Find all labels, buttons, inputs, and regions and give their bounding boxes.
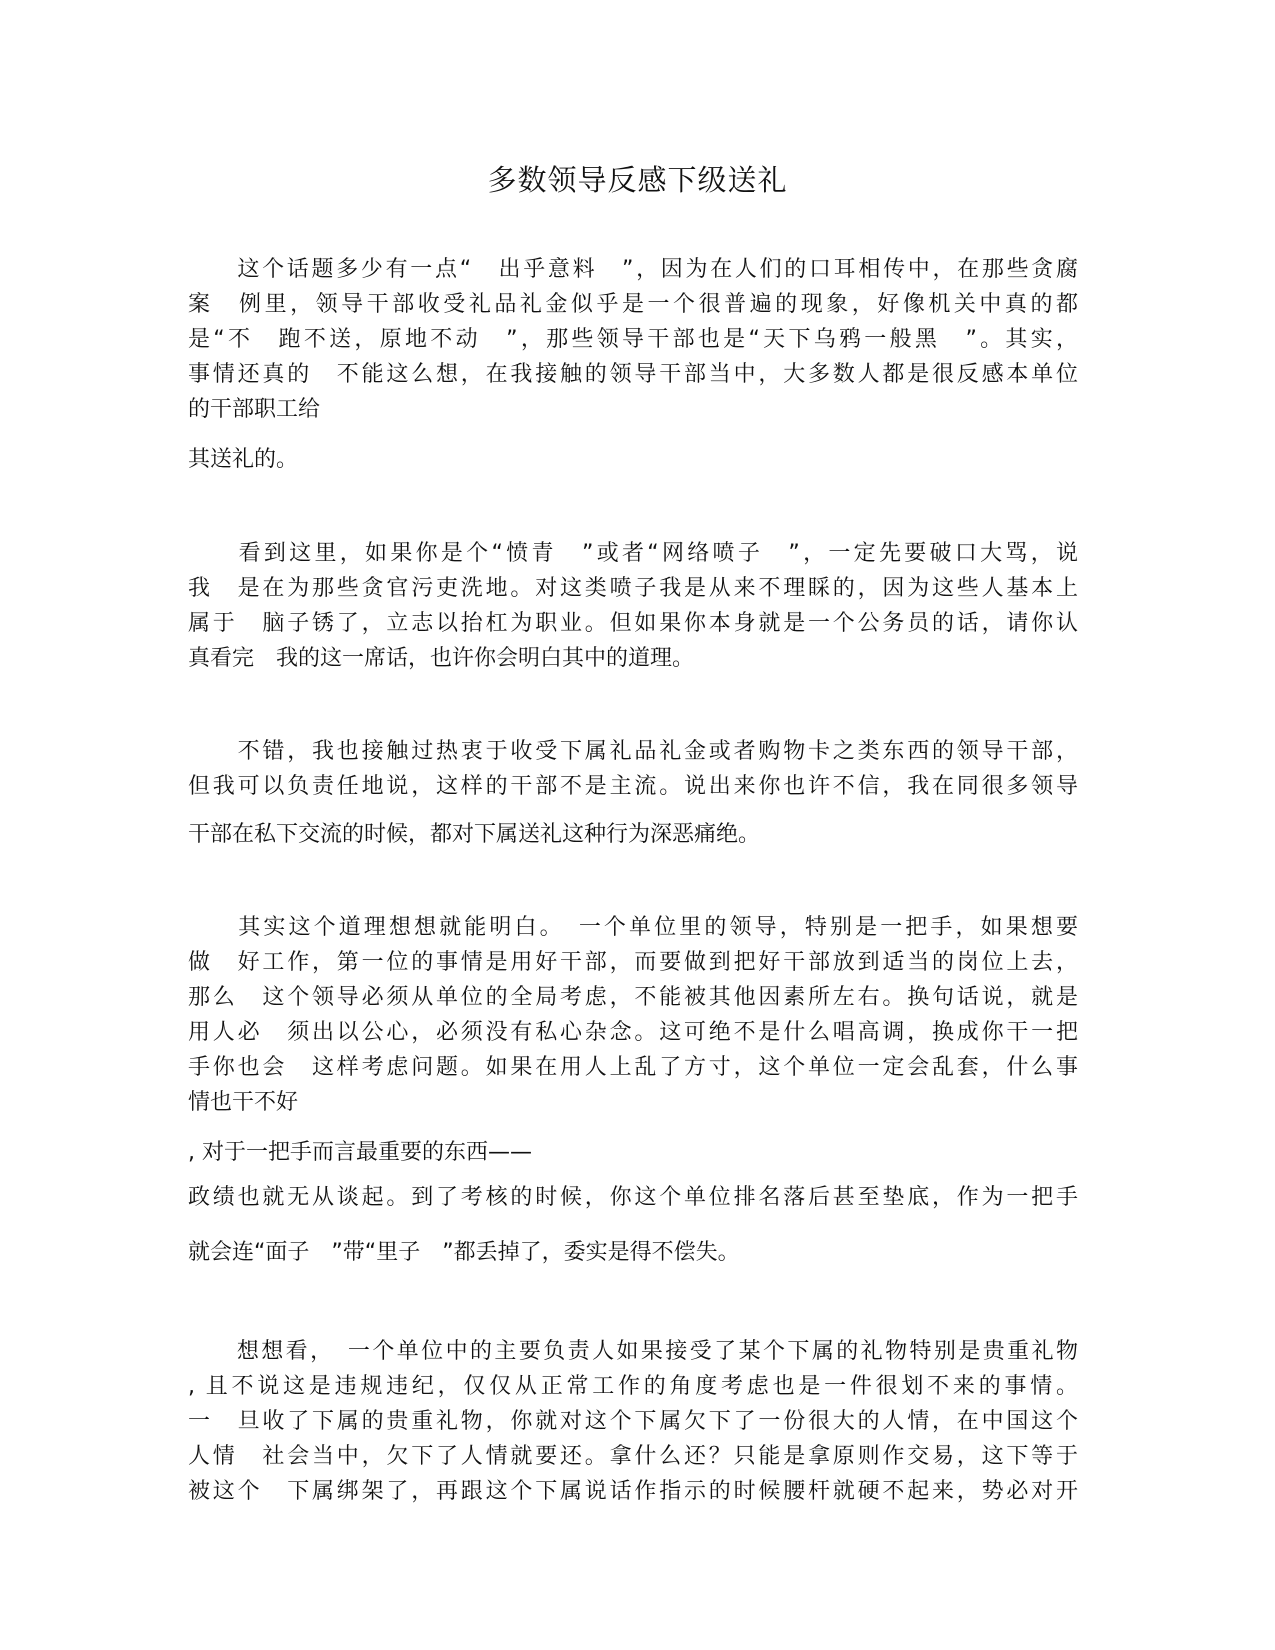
paragraph-line: 我 是在为那些贪官污吏洗地。对这类喷子我是从来不理睬的，因为这些人基本上 xyxy=(188,576,1078,601)
paragraph-line: 其送礼的。 xyxy=(188,447,299,472)
paragraph-line: 一 旦收了下属的贵重礼物，你就对这个下属欠下了一份很大的人情，在中国这个 xyxy=(188,1409,1078,1434)
paragraph-line: 但我可以负责任地说，这样的干部不是主流。说出来你也许不信，我在同很多领导 xyxy=(188,774,1078,799)
paragraph-line: 人情 社会当中，欠下了人情就要还。拿什么还？只能是拿原则作交易，这下等于 xyxy=(188,1444,1078,1469)
paragraph-line: 真看完 我的这一席话，也许你会明白其中的道理。 xyxy=(188,646,695,671)
paragraph-line: 做 好工作，第一位的事情是用好干部，而要做到把好干部放到适当的岗位上去， xyxy=(188,950,1078,975)
paragraph-line: 事情还真的 不能这么想，在我接触的领导干部当中，大多数人都是很反感本单位 xyxy=(188,362,1078,387)
document-title: 多数领导反感下级送礼 xyxy=(487,163,788,197)
paragraph-line: , 且不说这是违规违纪，仅仅从正常工作的角度考虑也是一件很划不来的事情。 xyxy=(188,1374,1078,1399)
paragraph-line: 情也干不好 xyxy=(188,1090,299,1115)
paragraph-line: 的干部职工给 xyxy=(188,397,321,422)
paragraph-line: 看到这里，如果你是个“愤青 ”或者“网络喷子 ”，一定先要破口大骂，说 xyxy=(188,541,1078,566)
paragraph-line: 想想看， 一个单位中的主要负责人如果接受了某个下属的礼物特别是贵重礼物 xyxy=(188,1339,1078,1364)
paragraph-line: 就会连“面子 ”带“里子 ”都丢掉了，委实是得不偿失。 xyxy=(188,1240,740,1265)
paragraph-line: , 对于一把手而言最重要的东西—— xyxy=(188,1140,532,1165)
paragraph-line: 属于 脑子锈了，立志以抬杠为职业。但如果你本身就是一个公务员的话，请你认 xyxy=(188,611,1078,636)
paragraph-line: 案 例里，领导干部收受礼品礼金似乎是一个很普遍的现象，好像机关中真的都 xyxy=(188,292,1078,317)
paragraph-line: 被这个 下属绑架了，再跟这个下属说话作指示的时候腰杆就硬不起来，势必对开 xyxy=(188,1479,1078,1504)
paragraph-line: 政绩也就无从谈起。到了考核的时候，你这个单位排名落后甚至垫底，作为一把手 xyxy=(188,1185,1078,1210)
paragraph-line: 这个话题多少有一点“ 出乎意料 ”，因为在人们的口耳相传中，在那些贪腐 xyxy=(188,257,1078,282)
paragraph-line: 手你也会 这样考虑问题。如果在用人上乱了方寸，这个单位一定会乱套，什么事 xyxy=(188,1055,1078,1080)
paragraph-line: 那么 这个领导必须从单位的全局考虑，不能被其他因素所左右。换句话说，就是 xyxy=(188,985,1078,1010)
paragraph-line: 其实这个道理想想就能明白。 一个单位里的领导，特别是一把手，如果想要 xyxy=(188,915,1078,940)
paragraph-line: 不错，我也接触过热衷于收受下属礼品礼金或者购物卡之类东西的领导干部， xyxy=(188,739,1078,764)
paragraph-line: 干部在私下交流的时候，都对下属送礼这种行为深恶痛绝。 xyxy=(188,822,761,847)
paragraph-line: 是“不 跑不送，原地不动 ”，那些领导干部也是“天下乌鸦一般黑 ”。其实， xyxy=(188,327,1078,352)
paragraph-line: 用人必 须出以公心，必须没有私心杂念。这可绝不是什么唱高调，换成你干一把 xyxy=(188,1020,1078,1045)
